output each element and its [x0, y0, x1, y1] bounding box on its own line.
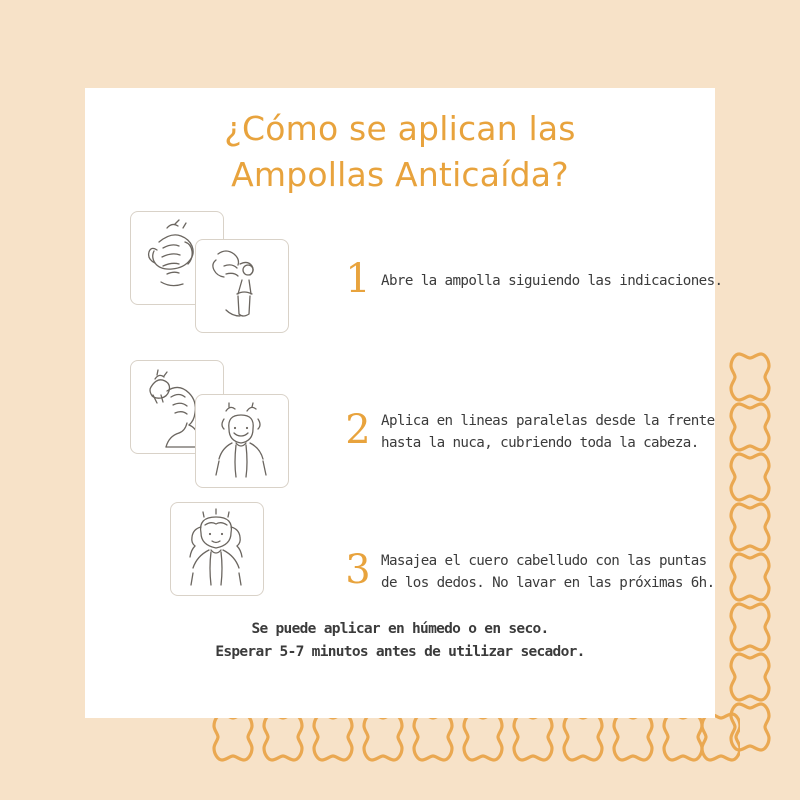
- woman-massaging-scalp-icon: [170, 502, 264, 596]
- step-1-number: 1: [345, 256, 371, 302]
- step-1-illustration: [85, 211, 335, 351]
- woman-front-applying-icon: [195, 394, 289, 488]
- step-1-text: [381, 270, 737, 292]
- step-1-text-line-1: Abre la ampolla siguiendo las indicaciones.: [381, 273, 723, 289]
- title-line-1: ¿Cómo se aplican las: [224, 109, 576, 148]
- step-3-text-line-1: Masajea el cuero cabelludo con las puntas: [381, 553, 707, 569]
- step-2-number: 2: [345, 407, 371, 453]
- step-2-text: [381, 410, 729, 454]
- footer-line-1: Se puede aplicar en húmedo o en seco.: [251, 621, 549, 637]
- list-item: [85, 356, 715, 508]
- step-2-text-line-2: hasta la nuca, cubriendo toda la cabeza.: [381, 435, 699, 451]
- footer-line-2: Esperar 5-7 minutos antes de utilizar secador.: [215, 644, 585, 661]
- page-title: [85, 106, 715, 197]
- steps-list: [85, 206, 723, 636]
- step-3-text: [381, 550, 729, 594]
- step-3-text-line-2: de los dedos. No lavar en las próximas 6h.: [381, 575, 715, 591]
- hand-breaking-ampoule-icon: [195, 239, 289, 333]
- list-item: [85, 508, 715, 636]
- footer-note: [85, 618, 715, 665]
- step-2-illustration: [85, 362, 335, 502]
- step-2-text-line-1: Aplica en lineas paralelas desde la frente: [381, 413, 715, 429]
- instruction-card: [85, 88, 723, 718]
- step-3-number: 3: [345, 547, 371, 593]
- list-item: [85, 206, 723, 356]
- title-line-2: Ampollas Anticaída?: [231, 154, 569, 194]
